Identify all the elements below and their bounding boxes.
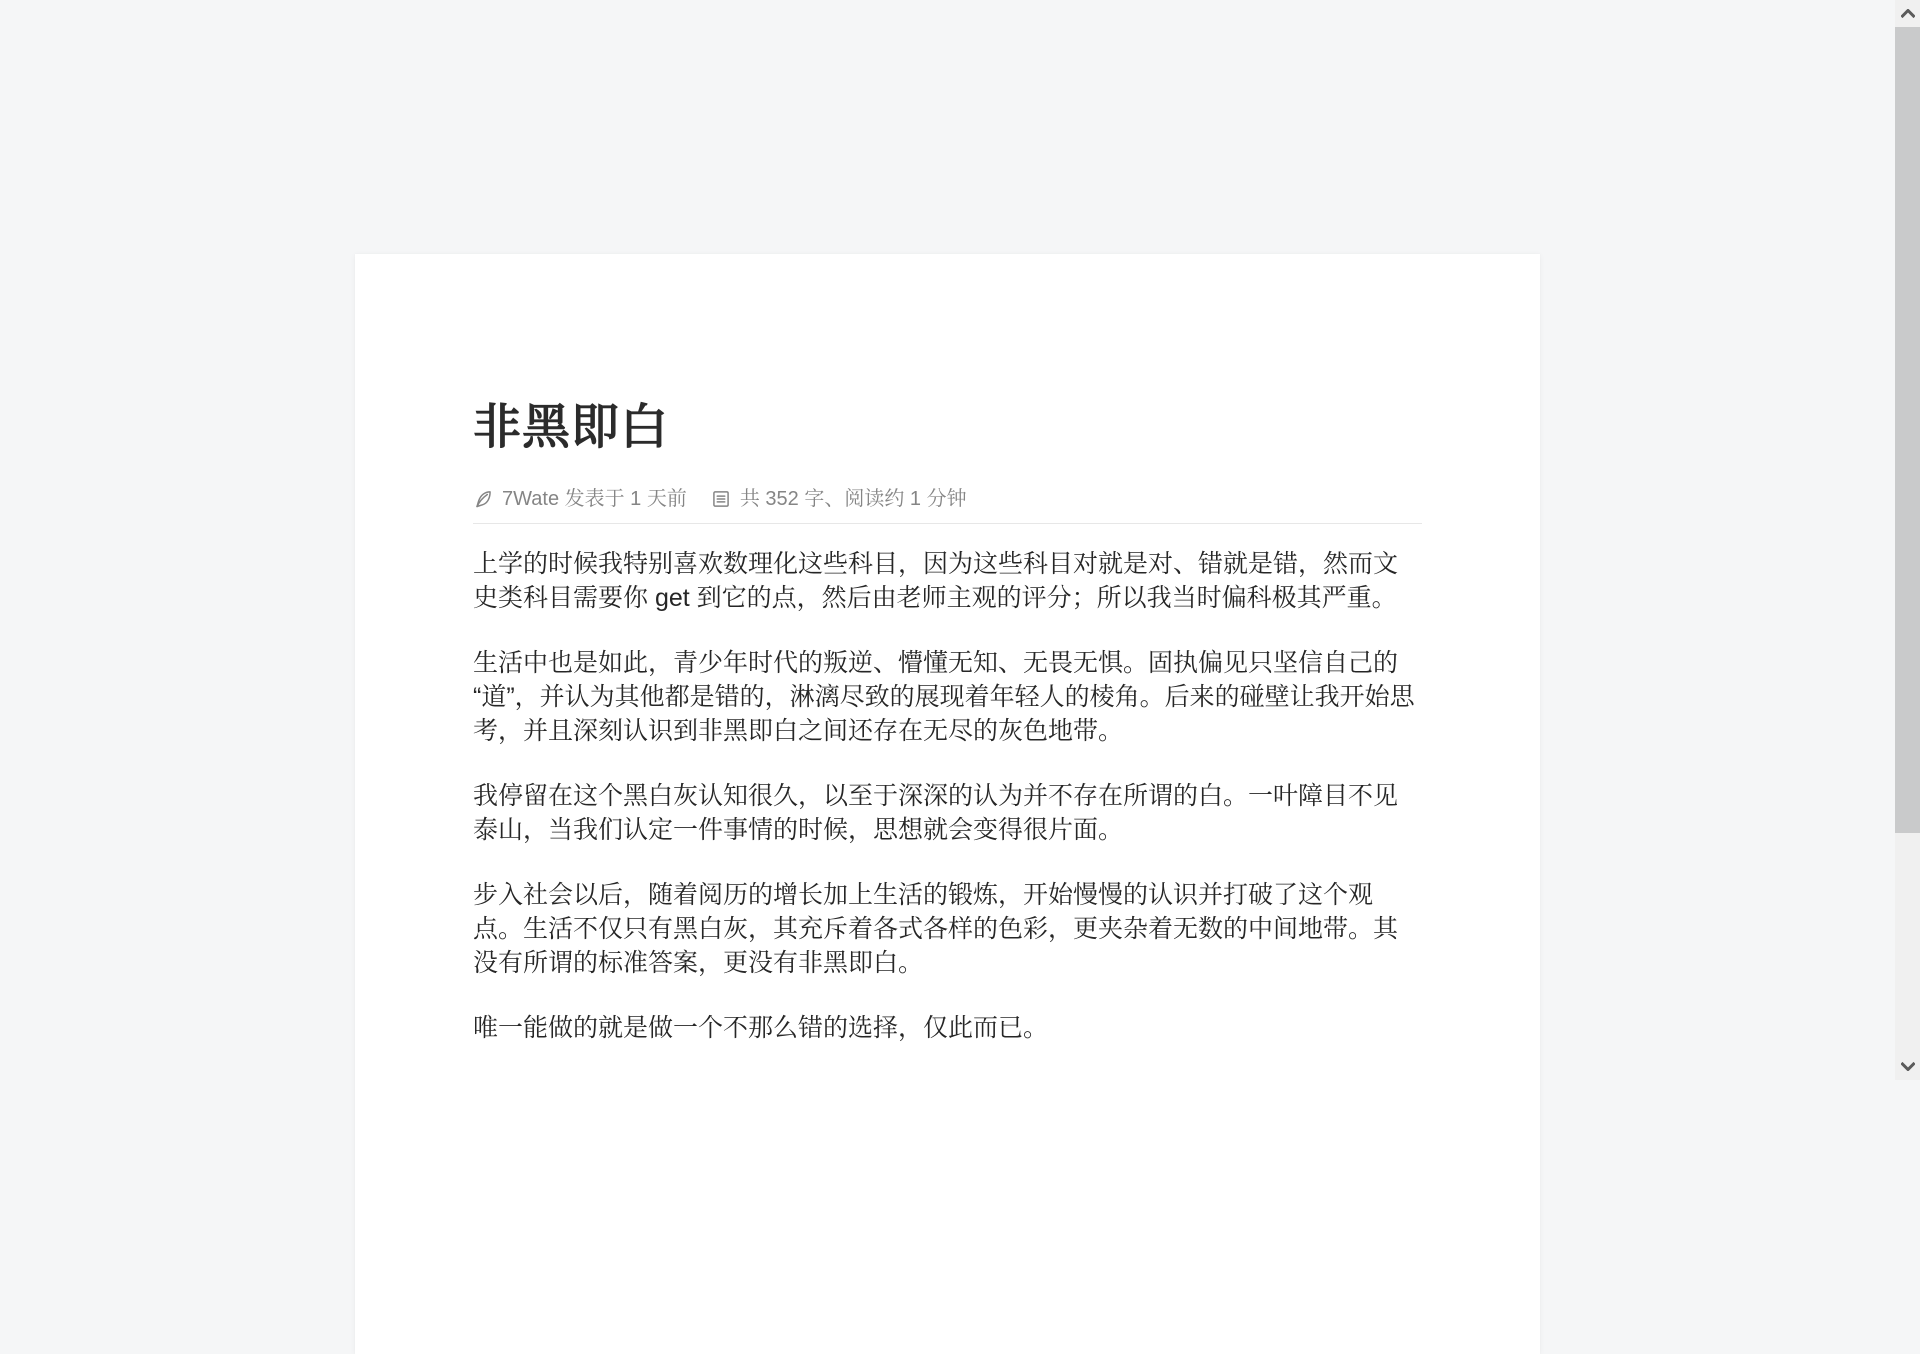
post-content <box>473 524 1422 1045</box>
scrollbar-track[interactable] <box>1895 0 1920 1080</box>
post-meta <box>473 484 1422 524</box>
meta-stats-text: 共 352 字、阅读约 1 分钟 <box>739 488 967 510</box>
page-title: 非黑即白 <box>473 401 670 454</box>
article-card <box>355 254 1540 1354</box>
paragraph: 我停留在这个黑白灰认知很久，以至于深深的认为并不存在所谓的白。一叶障目不见泰山，当我们认定一件事情的时候，思想就会变得很片面。 <box>473 782 1399 844</box>
document-lines-icon <box>711 489 731 509</box>
meta-author <box>473 484 687 514</box>
meta-author-text: 7Wate 发表于 1 天前 <box>502 488 687 510</box>
chevron-up-icon <box>1901 9 1915 18</box>
quill-icon <box>473 489 493 509</box>
scroll-down-button[interactable] <box>1895 1053 1920 1080</box>
paragraph: 步入社会以后，随着阅历的增长加上生活的锻炼，开始慢慢的认识并打破了这个观点。生活不仅只有黑白灰，其充斥着各式各样的色彩，更夹杂着无数的中间地带。其没有所谓的标准答案，更没有非黑即白。 <box>473 881 1399 977</box>
paragraph: 唯一能做的就是做一个不那么错的选择，仅此而已。 <box>473 1014 1049 1042</box>
scroll-up-button[interactable] <box>1895 0 1920 27</box>
meta-stats <box>711 484 967 514</box>
paragraph: 生活中也是如此，青少年时代的叛逆、懵懂无知、无畏无惧。固执偏见只坚信自己的“道”，并认为其他都是错的，淋漓尽致的展现着年轻人的棱角。后来的碰壁让我开始思考，并且深刻认识到非黑即白之间还存在无尽的灰色地带。 <box>473 649 1415 745</box>
chevron-down-icon <box>1901 1062 1915 1071</box>
paragraph: 上学的时候我特别喜欢数理化这些科目，因为这些科目对就是对、错就是错，然而文史类科目需要你 get 到它的点，然后由老师主观的评分；所以我当时偏科极其严重。 <box>473 550 1399 612</box>
scrollbar-thumb[interactable] <box>1895 27 1920 833</box>
